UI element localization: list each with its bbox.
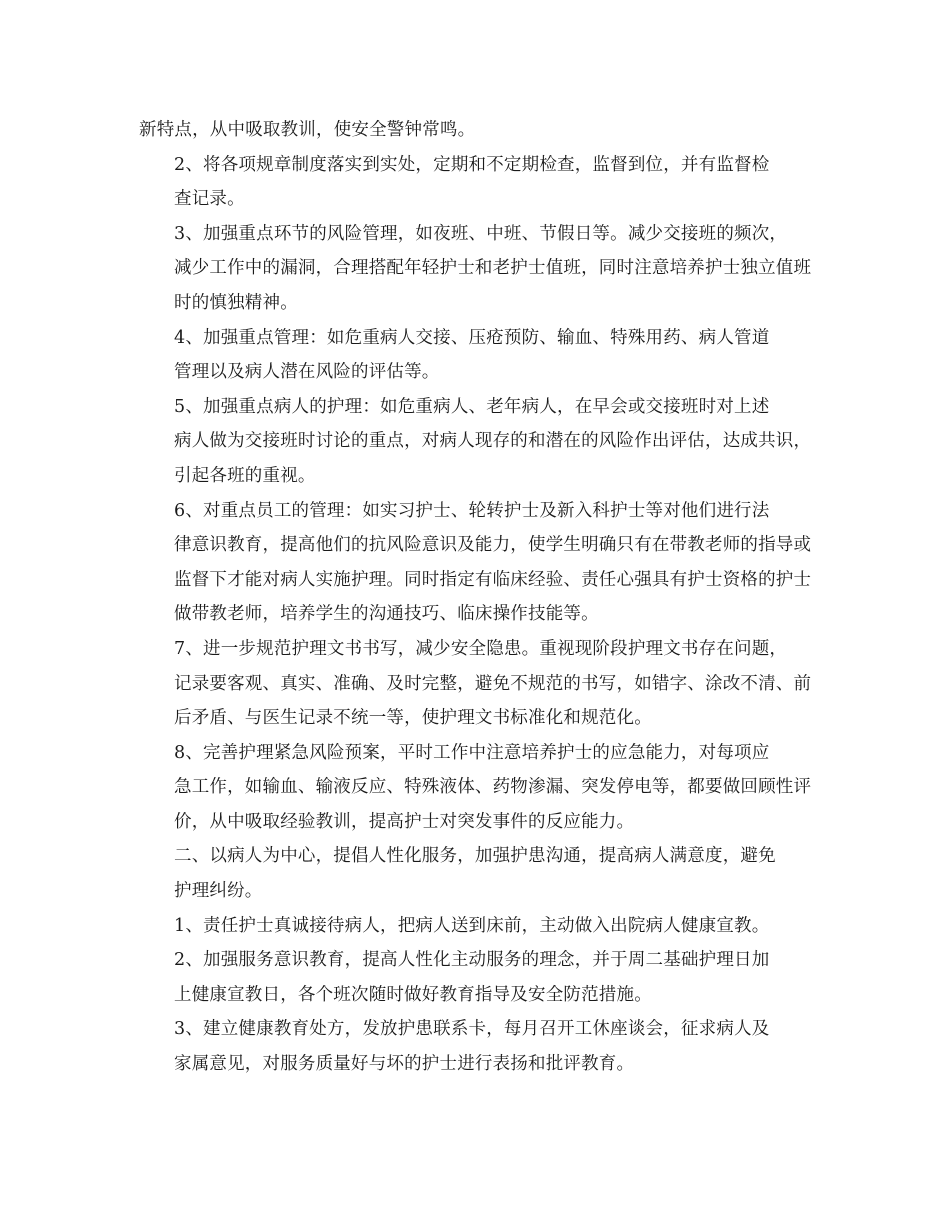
paragraph xyxy=(139,839,815,908)
paragraph xyxy=(139,494,815,632)
paragraph xyxy=(139,632,815,736)
text-line: 3、建立健康教育处方，发放护患联系卡，每月召开工休座谈会，征求病人及 xyxy=(174,1019,770,1040)
text-line: 律意识教育，提高他们的抗风险意识及能力，使学生明确只有在带教老师的指导或 xyxy=(174,535,812,556)
text-line: 5、加强重点病人的护理：如危重病人、老年病人，在早会或交接班时对上述 xyxy=(174,396,770,417)
paragraph xyxy=(139,390,815,494)
paragraph xyxy=(139,148,815,217)
paragraph xyxy=(139,321,815,390)
document-body xyxy=(139,113,815,1082)
paragraph xyxy=(139,1012,815,1081)
text-line: 4、加强重点管理：如危重病人交接、压疮预防、输血、特殊用药、病人管道 xyxy=(174,327,770,348)
text-line: 病人做为交接班时讨论的重点，对病人现存的和潜在的风险作出评估，达成共识， xyxy=(174,431,812,452)
text-line: 二、以病人为中心，提倡人性化服务，加强护患沟通，提高病人满意度，避免 xyxy=(174,846,776,867)
text-line: 查记录。 xyxy=(174,189,245,210)
text-line: 价，从中吸取经验教训，提高护士对突发事件的反应能力。 xyxy=(174,811,635,832)
text-line: 监督下才能对病人实施护理。同时指定有临床经验、责任心强具有护士资格的护士 xyxy=(174,569,812,590)
text-line: 记录要客观、真实、准确、及时完整，避免不规范的书写，如错字、涂改不清、前 xyxy=(174,673,812,694)
text-line: 7、进一步规范护理文书书写，减少安全隐患。重视现阶段护理文书存在问题， xyxy=(174,638,788,659)
paragraph xyxy=(139,943,815,1012)
text-line: 上健康宣教日，各个班次随时做好教育指导及安全防范措施。 xyxy=(174,984,652,1005)
text-line: 时的慎独精神。 xyxy=(174,292,298,313)
text-line: 管理以及病人潜在风险的评估等。 xyxy=(174,362,440,383)
text-line: 家属意见，对服务质量好与坏的护士进行表扬和批评教育。 xyxy=(174,1054,635,1075)
text-line: 减少工作中的漏洞，合理搭配年轻护士和老护士值班，同时注意培养护士独立值班 xyxy=(174,258,812,279)
text-line: 8、完善护理紧急风险预案，平时工作中注意培养护士的应急能力，对每项应 xyxy=(174,742,770,763)
text-line: 1、责任护士真诚接待病人，把病人送到床前，主动做入出院病人健康宣教。 xyxy=(174,915,770,936)
text-line: 后矛盾、与医生记录不统一等，使护理文书标准化和规范化。 xyxy=(174,708,652,729)
text-line: 6、对重点员工的管理：如实习护士、轮转护士及新入科护士等对他们进行法 xyxy=(174,500,770,521)
text-line: 2、将各项规章制度落实到实处，定期和不定期检查，监督到位，并有监督检 xyxy=(174,154,770,175)
text-line: 做带教老师，培养学生的沟通技巧、临床操作技能等。 xyxy=(174,604,599,625)
text-line: 引起各班的重视。 xyxy=(174,465,316,486)
text-line: 新特点，从中吸取教训，使安全警钟常鸣。 xyxy=(139,120,476,140)
text-line: 急工作，如输血、输液反应、特殊液体、药物渗漏、突发停电等，都要做回顾性评 xyxy=(174,777,812,798)
text-line: 2、加强服务意识教育，提高人性化主动服务的理念，并于周二基础护理日加 xyxy=(174,950,770,971)
paragraph xyxy=(139,736,815,840)
text-line: 护理纠纷。 xyxy=(174,881,263,902)
paragraph xyxy=(139,113,815,148)
paragraph xyxy=(139,217,815,321)
text-line: 3、加强重点环节的风险管理，如夜班、中班、节假日等。减少交接班的频次， xyxy=(174,223,788,244)
paragraph xyxy=(139,909,815,944)
